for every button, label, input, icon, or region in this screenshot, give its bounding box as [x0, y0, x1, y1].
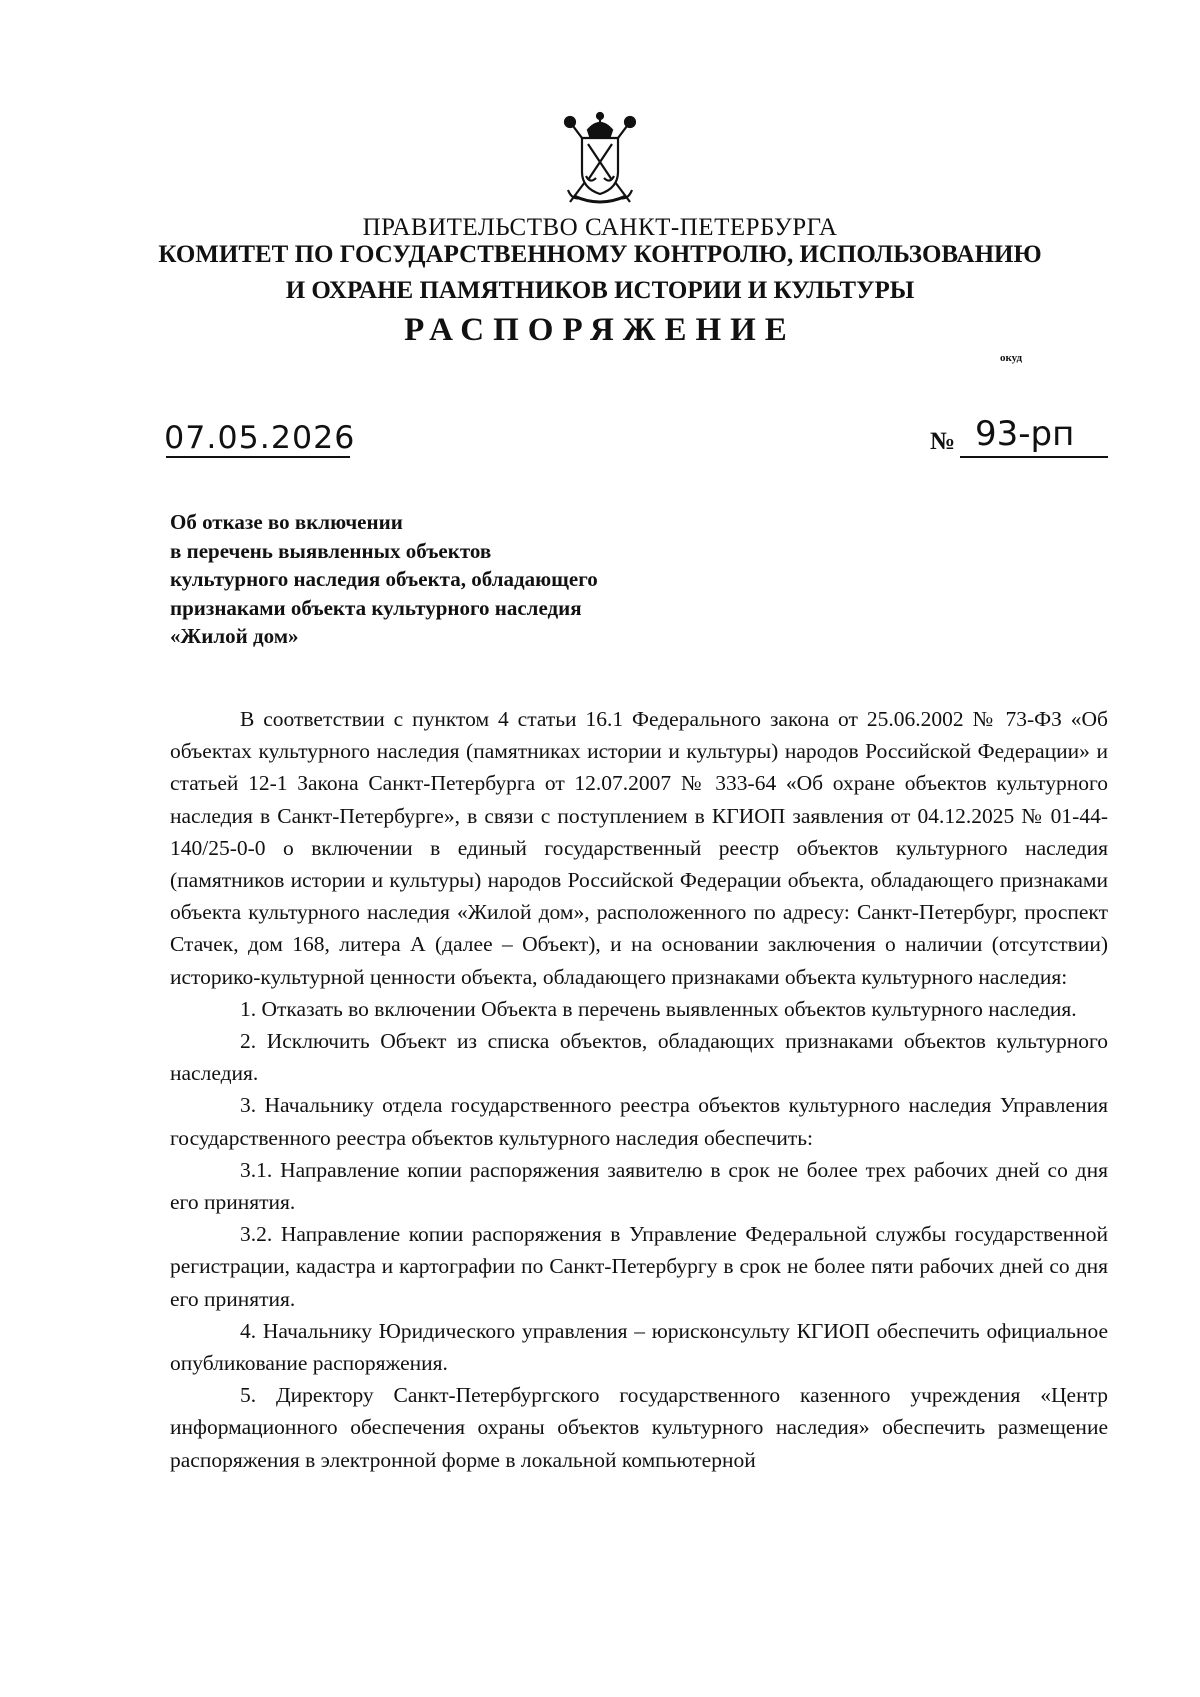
committee-name-line-2: И ОХРАНЕ ПАМЯТНИКОВ ИСТОРИИ И КУЛЬТУРЫ — [285, 277, 915, 304]
document-type-title: РАСПОРЯЖЕНИЕ — [404, 312, 796, 348]
subject-line: признаками объекта культурного наследия — [170, 595, 582, 620]
government-name: ПРАВИТЕЛЬСТВО САНКТ-ПЕТЕРБУРГА — [362, 214, 838, 241]
subject-line: Об отказе во включении — [170, 510, 403, 534]
number-underline — [960, 456, 1108, 458]
subject-line: в перечень выявленных объектов — [170, 538, 492, 563]
saint-petersburg-coat-of-arms-icon — [558, 110, 642, 210]
body-paragraph-item-1: 1. Отказать во включении Объекта в перечень выявленных объектов культурного наследия. — [240, 996, 1077, 1021]
body-paragraph-preamble: В соответствии с пунктом 4 статьи 16.1 Федерального закона от 25.06.2002 № 73-ФЗ «Об объектах культурного наследия (памятниках истории и культуры) народов Российской Федерации» и статьей 12-1 Закона Санкт-Петербурга от 12.07.2007 № 333-64 «Об охране объектов культурного наследия в Санкт-Петербурге», в связи с поступлением в КГИОП заявления от 04.12.2025 № 01-44-140/25-0-0 о включении в единый государственный реестр объектов культурного наследия (памятников истории и культуры) народов Российской Федерации объекта, обладающего признаками объекта культурного наследия «Жилой дом», расположенного по адресу: Санкт-Петербург, проспект Стачек, дом 168, литера А (далее – Объект), и на основании заключения о наличии (отсутствии) историко-культурной ценности объекта, обладающего признаками объекта культурного наследия: — [170, 707, 1108, 989]
body-paragraph-item-5: 5. Директору Санкт-Петербургского государственного казенного учреждения «Центр информационного обеспечения охраны объектов культурного наследия» обеспечить размещение распоряжения в электронной форме в локальной компьютерной — [170, 1383, 1108, 1472]
committee-name-line-1: КОМИТЕТ ПО ГОСУДАРСТВЕННОМУ КОНТРОЛЮ, ИСПОЛЬЗОВАНИЮ — [158, 241, 1042, 268]
body-paragraph-item-4: 4. Начальнику Юридического управления – юрисконсульту КГИОП обеспечить официальное опубликование распоряжения. — [170, 1318, 1108, 1376]
body-paragraph-item-3-2: 3.2. Направление копии распоряжения в Управление Федеральной службы государственной регистрации, кадастра и картографии по Санкт-Петербургу в срок не более пяти рабочих дней со дня его принятия. — [170, 1222, 1108, 1311]
date-underline — [166, 456, 350, 458]
number-label: № — [930, 428, 956, 455]
subject-line: культурного наследия объекта, обладающего — [170, 567, 598, 591]
document-number: 93-рп — [975, 414, 1075, 454]
document-date: 07.05.2026 — [164, 420, 356, 456]
body-paragraph-item-3-1: 3.1. Направление копии распоряжения заявителю в срок не более трех рабочих дней со дня его принятия. — [170, 1157, 1108, 1215]
okud-label: окуд — [1000, 352, 1023, 364]
body-paragraph-item-2: 2. Исключить Объект из списка объектов, обладающих признаками объектов культурного наследия. — [170, 1029, 1108, 1086]
document-body — [170, 703, 1108, 1476]
body-paragraph-item-3: 3. Начальнику отдела государственного реестра объектов культурного наследия Управления государственного реестра объектов культурного наследия обеспечить: — [170, 1093, 1108, 1150]
document-subject — [170, 508, 730, 651]
subject-line: «Жилой дом» — [170, 624, 299, 648]
